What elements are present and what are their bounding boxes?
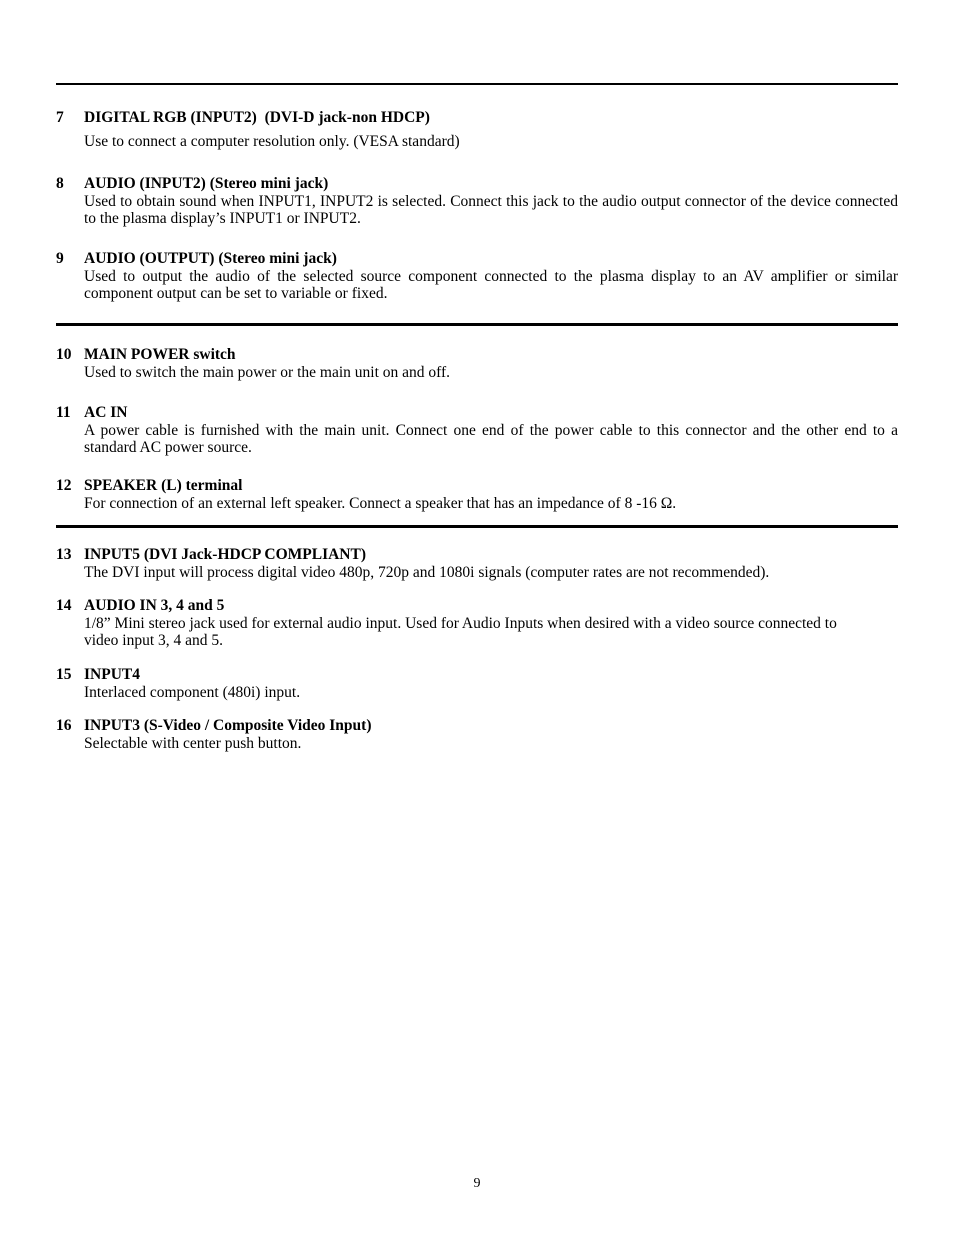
item-heading: AC IN [84, 404, 128, 421]
list-item-8 [56, 175, 898, 228]
item-description: Selectable with center push button. [84, 734, 302, 752]
list-item-16 [56, 717, 898, 752]
item-number: 11 [56, 404, 71, 421]
item-description: The DVI input will process digital video 480p, 720p and 1080i signals (computer rates are not recommended). [84, 563, 770, 581]
page-number: 9 [473, 1176, 481, 1191]
item-number: 16 [56, 717, 72, 734]
item-number: 13 [56, 546, 72, 563]
item-description: Used to output the audio of the selected source component connected to the plasma display to an AV amplifier or similar component output can be set to variable or fixed. [84, 267, 898, 302]
item-number: 15 [56, 666, 72, 683]
list-item-9 [56, 250, 898, 303]
item-heading: AUDIO (OUTPUT) (Stereo mini jack) [84, 250, 337, 267]
item-number: 12 [56, 477, 72, 494]
item-number: 9 [56, 250, 64, 267]
item-heading: INPUT3 (S-Video / Composite Video Input) [84, 717, 372, 734]
list-item-14 [56, 597, 898, 650]
list-item-11 [56, 404, 898, 457]
item-heading: AUDIO IN 3, 4 and 5 [84, 597, 225, 614]
section-divider [56, 323, 898, 326]
list-item-7 [56, 109, 898, 150]
item-number: 10 [56, 346, 72, 363]
item-heading: MAIN POWER switch [84, 346, 236, 363]
item-description: A power cable is furnished with the main unit. Connect one end of the power cable to this connector and the other end to a standard AC power source. [84, 421, 898, 456]
section-divider [56, 525, 898, 528]
item-heading: INPUT5 (DVI Jack-HDCP COMPLIANT) [84, 546, 367, 563]
item-description: 1/8” Mini stereo jack used for external audio input. Used for Audio Inputs when desired with a video source connected to video input 3, 4 and 5. [84, 614, 837, 649]
item-number: 7 [56, 109, 64, 126]
top-divider [56, 83, 898, 85]
item-description: For connection of an external left speaker. Connect a speaker that has an impedance of 8 -16 Ω. [84, 494, 677, 512]
item-heading: INPUT4 [84, 666, 140, 683]
item-number: 14 [56, 597, 72, 614]
item-description: Interlaced component (480i) input. [84, 683, 301, 701]
item-description: Use to connect a computer resolution only. (VESA standard) [84, 132, 460, 150]
item-heading: DIGITAL RGB (INPUT2) (DVI-D jack-non HDCP) [84, 109, 430, 126]
list-item-10 [56, 346, 898, 381]
list-item-13 [56, 546, 898, 581]
item-heading: AUDIO (INPUT2) (Stereo mini jack) [84, 175, 329, 192]
list-item-12 [56, 477, 898, 512]
item-description: Used to switch the main power or the main unit on and off. [84, 363, 451, 381]
item-number: 8 [56, 175, 64, 192]
item-heading: SPEAKER (L) terminal [84, 477, 243, 494]
item-description: Used to obtain sound when INPUT1, INPUT2 is selected. Connect this jack to the audio output connector of the device connected to the plasma display’s INPUT1 or INPUT2. [84, 192, 898, 227]
list-item-15 [56, 666, 898, 701]
